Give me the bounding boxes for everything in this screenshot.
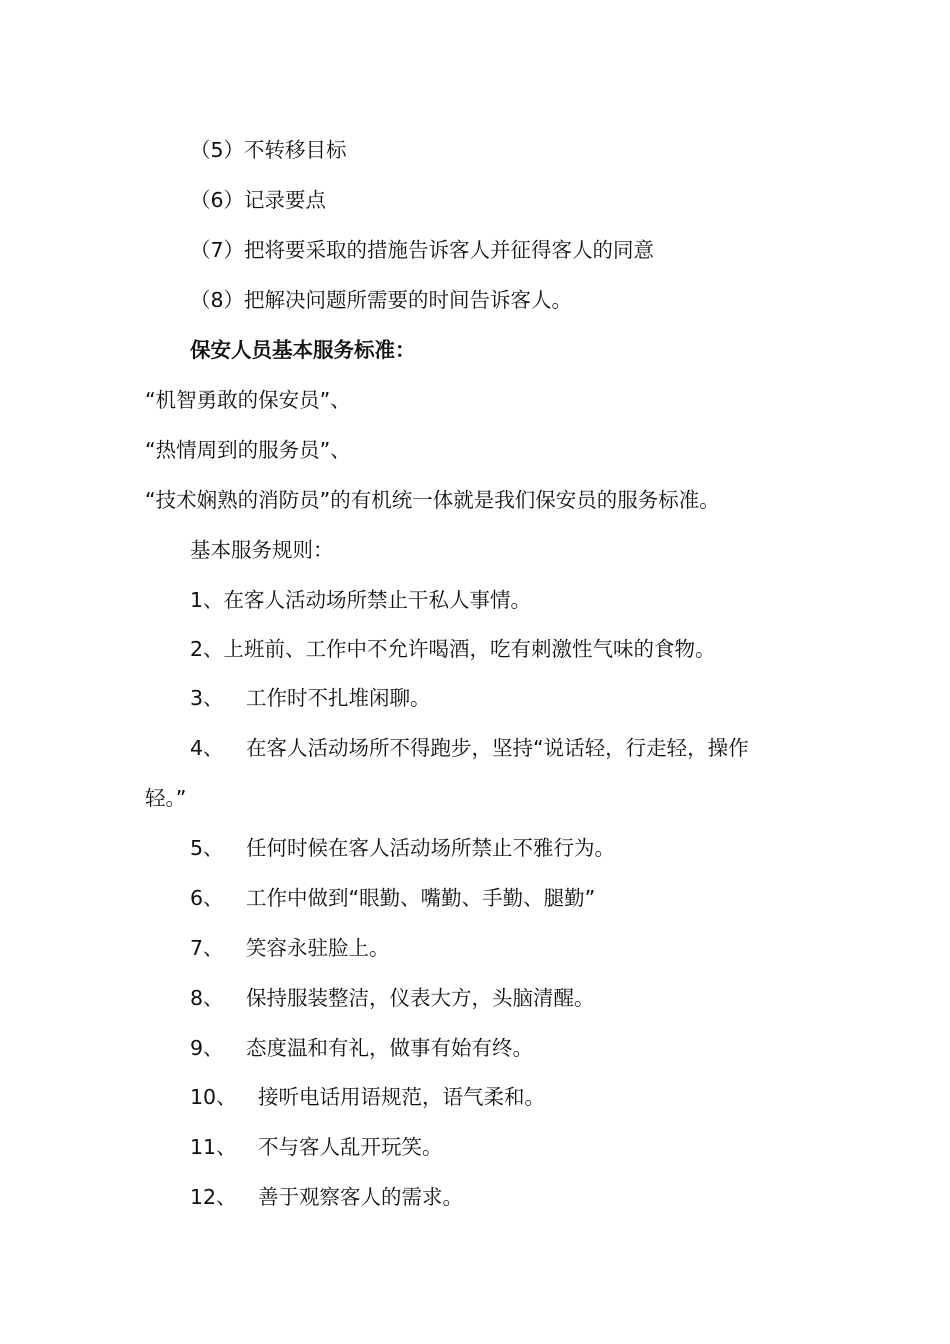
- rule-item: [0, 582, 950, 618]
- rule-text: 笑容永驻脸上。: [246, 936, 390, 960]
- rule-number: 1、: [190, 588, 224, 612]
- rule-item: [0, 1179, 950, 1215]
- rule-item: [0, 980, 950, 1016]
- rule-text: 保持服装整洁，仪表大方，头脑清醒。: [246, 986, 595, 1010]
- rule-number: 2、: [190, 637, 224, 661]
- standard-line: “机智勇敢的保安员”、: [145, 388, 351, 412]
- rule-number: 8、: [190, 986, 224, 1010]
- rule-continuation: 轻。”: [145, 786, 187, 810]
- rule-text: 在客人活动场所不得跑步，坚持“说话轻，行走轻，操作: [246, 736, 749, 760]
- rule-number: 11、: [190, 1135, 237, 1159]
- rule-item: [0, 631, 950, 667]
- rule-item: [0, 830, 950, 866]
- rule-number: 6、: [190, 886, 224, 910]
- rule-number: 9、: [190, 1036, 224, 1060]
- rule-item: [0, 730, 950, 766]
- rule-number: 3、: [190, 686, 224, 710]
- rule-text: 工作时不扎堆闲聊。: [246, 686, 431, 710]
- rule-text: 善于观察客人的需求。: [258, 1185, 463, 1209]
- step-item: （5）不转移目标: [190, 138, 347, 162]
- rule-text: 任何时候在客人活动场所禁止不雅行为。: [246, 836, 615, 860]
- step-item: （8）把解决问题所需要的时间告诉客人。: [190, 288, 573, 312]
- rule-item: [0, 1030, 950, 1066]
- rule-text: 不与客人乱开玩笑。: [258, 1135, 443, 1159]
- rule-item: [0, 1129, 950, 1165]
- rule-text: 在客人活动场所禁止干私人事情。: [223, 588, 532, 612]
- rule-number: 7、: [190, 936, 224, 960]
- rule-number: 10、: [190, 1085, 237, 1109]
- rule-item: [0, 880, 950, 916]
- standard-line: “热情周到的服务员”、: [145, 438, 351, 462]
- standard-line: “技术娴熟的消防员”的有机统一体就是我们保安员的服务标准。: [145, 488, 720, 512]
- rule-text: 上班前、工作中不允许喝酒，吃有刺激性气味的食物。: [223, 637, 716, 661]
- step-item: （7）把将要采取的措施告诉客人并征得客人的同意: [190, 238, 655, 262]
- rule-item: [0, 680, 950, 716]
- step-item: （6）记录要点: [190, 188, 327, 212]
- rules-heading: 基本服务规则：: [190, 538, 334, 562]
- rule-item: [0, 930, 950, 966]
- section-heading: 保安人员基本服务标准：: [190, 338, 416, 362]
- rule-number: 5、: [190, 836, 224, 860]
- rule-text: 工作中做到“眼勤、嘴勤、手勤、腿勤”: [246, 886, 596, 910]
- rule-item: [0, 1079, 950, 1115]
- rule-number: 4、: [190, 736, 224, 760]
- rule-text: 态度温和有礼，做事有始有终。: [246, 1036, 533, 1060]
- rule-number: 12、: [190, 1185, 237, 1209]
- rule-text: 接听电话用语规范，语气柔和。: [258, 1085, 545, 1109]
